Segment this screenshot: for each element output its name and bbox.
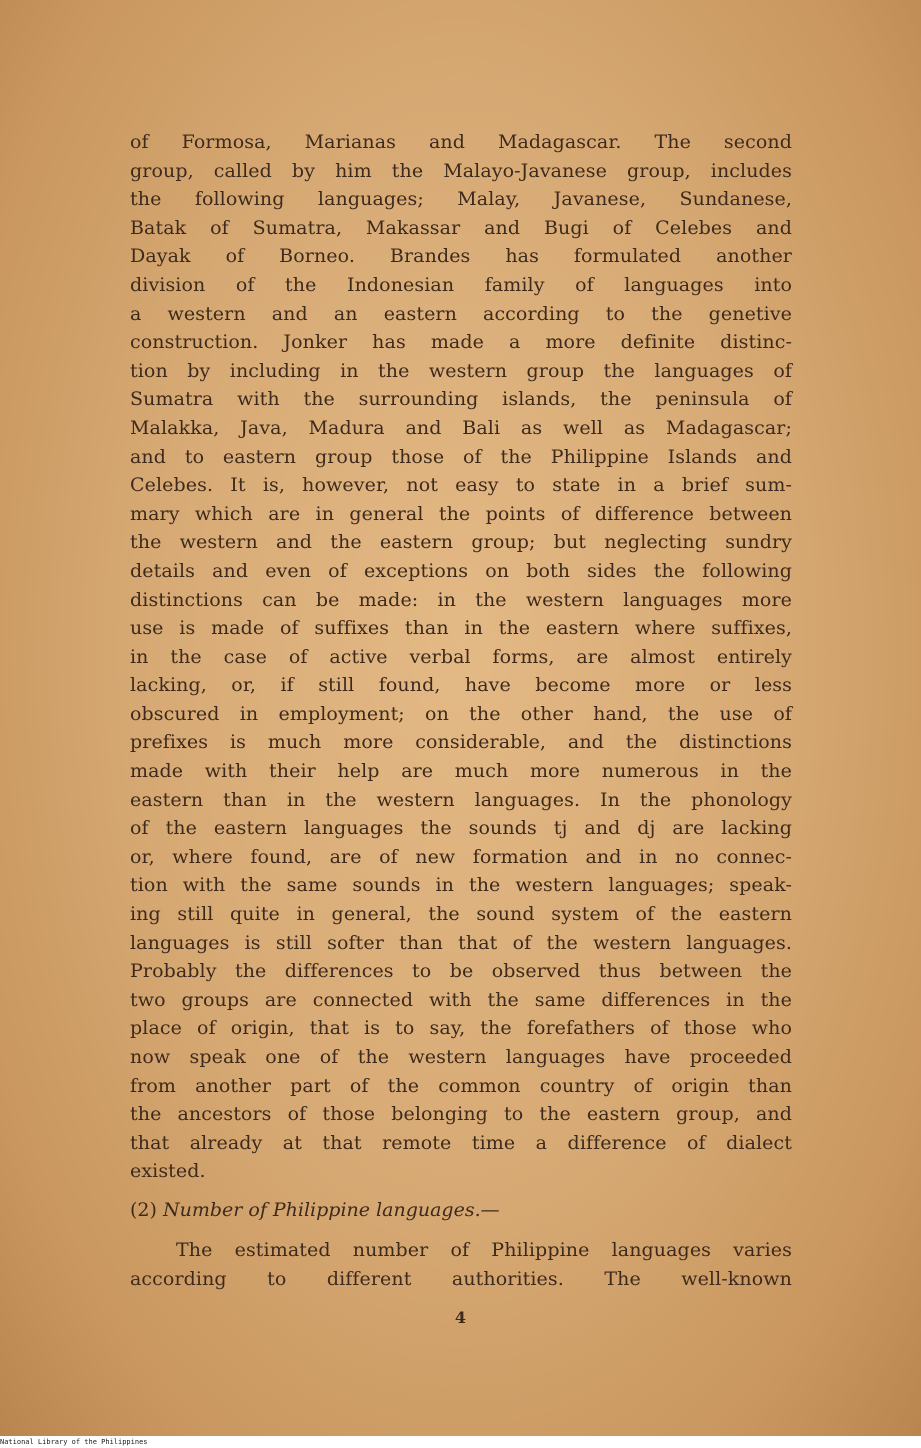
text-line: Celebes. It is, however, not easy to state in a brief sum- bbox=[130, 474, 792, 497]
text-line: ing still quite in general, the sound system of the eastern bbox=[130, 903, 792, 926]
text-line: and to eastern group those of the Philippine Islands and bbox=[130, 445, 792, 468]
text-line: division of the Indonesian family of languages into bbox=[130, 273, 792, 296]
text-line: group, called by him the Malayo-Javanese group, includes bbox=[130, 159, 792, 182]
text-line: construction. Jonker has made a more definite distinc- bbox=[130, 331, 792, 354]
text-line: that already at that remote time a difference of dialect bbox=[130, 1131, 792, 1154]
text-line: Probably the differences to be observed thus between the bbox=[130, 960, 792, 983]
text-line: Batak of Sumatra, Makassar and Bugi of Celebes and bbox=[130, 216, 792, 239]
text-line: from another part of the common country of origin than bbox=[130, 1074, 792, 1097]
text-line: the ancestors of those belonging to the eastern group, and bbox=[130, 1103, 792, 1126]
text-line: lacking, or, if still found, have become more or less bbox=[130, 674, 792, 697]
body-paragraph-2 bbox=[130, 1236, 792, 1293]
text-line: prefixes is much more considerable, and the distinctions bbox=[130, 731, 792, 754]
text-line: a western and an eastern according to the genetive bbox=[130, 302, 792, 325]
text-line: Sumatra with the surrounding islands, the peninsula of bbox=[130, 388, 792, 411]
section-title: Number of Philippine languages.— bbox=[162, 1199, 500, 1221]
text-line: use is made of suffixes than in the eastern where suffixes, bbox=[130, 617, 792, 640]
page-number: 4 bbox=[454, 1308, 467, 1327]
text-line: The estimated number of Philippine languages varies bbox=[176, 1239, 792, 1261]
text-line: of Formosa, Marianas and Madagascar. The second bbox=[130, 131, 792, 153]
text-line: according to different authorities. The well-known bbox=[130, 1267, 792, 1290]
section-number: (2) bbox=[130, 1199, 157, 1221]
footer-credit: National Library of the Philippines bbox=[0, 1438, 148, 1446]
text-line: distinctions can be made: in the western languages more bbox=[130, 588, 792, 611]
text-line: now speak one of the western languages have proceeded bbox=[130, 1046, 792, 1068]
text-line: Dayak of Borneo. Brandes has formulated another bbox=[130, 245, 792, 268]
body-paragraph-1 bbox=[130, 128, 792, 1186]
text-line: obscured in employment; on the other hand, the use of bbox=[130, 702, 792, 725]
text-line: or, where found, are of new formation and in no connec- bbox=[130, 845, 792, 868]
text-line: the western and the eastern group; but neglecting sundry bbox=[130, 531, 792, 554]
text-line: existed. bbox=[130, 1160, 206, 1183]
text-line: tion by including in the western group the languages of bbox=[130, 359, 792, 382]
text-line: eastern than in the western languages. In the phonology bbox=[130, 788, 792, 811]
section-heading bbox=[130, 1196, 500, 1224]
text-line: details and even of exceptions on both sides the following bbox=[130, 559, 792, 582]
text-line: the following languages; Malay, Javanese, Sundanese, bbox=[130, 188, 792, 211]
text-line: languages is still softer than that of the western languages. bbox=[130, 931, 792, 954]
text-line: in the case of active verbal forms, are almost entirely bbox=[130, 645, 792, 668]
text-line: made with their help are much more numerous in the bbox=[130, 760, 792, 783]
text-line: place of origin, that is to say, the forefathers of those who bbox=[130, 1017, 792, 1040]
text-line: of the eastern languages the sounds tj and dj are lacking bbox=[130, 817, 792, 840]
text-line: Malakka, Java, Madura and Bali as well as Madagascar; bbox=[130, 416, 792, 439]
text-line: tion with the same sounds in the western languages; speak- bbox=[130, 874, 792, 897]
text-line: mary which are in general the points of difference between bbox=[130, 502, 792, 525]
text-line: two groups are connected with the same differences in the bbox=[130, 988, 792, 1011]
